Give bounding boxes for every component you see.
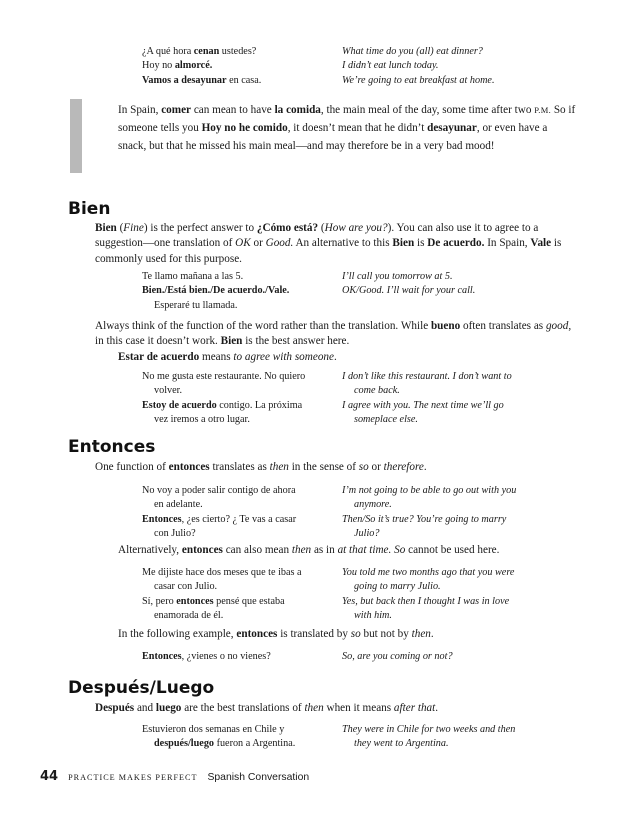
example-row: No me gusta este restaurante. No quiero I don’t like this restaurant. I don’t want to	[142, 371, 512, 382]
example-row: casar con Julio. going to marry Julio.	[154, 581, 441, 593]
bien-paragraph-1: Bien (Fine) is the perfect answer to ¿Cómo está? (How are you?). You can also use it to agree to a suggestion—one translation of OK or Good. An alternative to this Bien is De acuerdo. In Spain, Vale is commonly used for this purpose.	[95, 222, 562, 265]
example-block-bien-2	[142, 370, 582, 428]
example-row: No voy a poder salir contigo de ahora I’m not going to be able to go out with you	[142, 485, 517, 496]
example-row: después/luego fueron a Argentina. they went to Argentina.	[154, 738, 449, 750]
example-row: Vamos a desayunar en casa. We’re going to eat breakfast at home.	[142, 74, 495, 86]
example-block-bien-1	[142, 270, 582, 313]
note-box	[70, 99, 578, 173]
note-text: In Spain, comer can mean to have la comida, the main meal of the day, some time after two P.M. So if someone tells you Hoy no he comido, it doesn’t mean that he didn’t desayunar, or even have a snack, but that he missed his main meal—and may therefore be in a very bad mood!	[118, 104, 576, 153]
example-row: Estuvieron dos semanas en Chile y They were in Chile for two weeks and then	[142, 724, 516, 735]
page-number: 44	[40, 769, 59, 784]
example-row: con Julio? Julio?	[154, 528, 380, 540]
example-row: Entonces, ¿vienes o no vienes? So, are you coming or not?	[142, 651, 453, 662]
example-row: Me dijiste hace dos meses que te ibas a You told me two months ago that you were	[142, 567, 515, 578]
example-row: Esperaré tu llamada.	[154, 299, 238, 311]
heading-bien: Bien	[68, 199, 111, 219]
example-row: Sí, pero entonces pensé que estaba Yes, but back then I thought I was in love	[142, 595, 510, 607]
example-row: vez iremos a otro lugar. someplace else.	[154, 414, 418, 426]
entonces-paragraph-1: One function of entonces translates as then in the sense of so or therefore.	[95, 461, 427, 473]
example-row: Bien./Está bien./De acuerdo./Vale. OK/Good. I’ll wait for your call.	[142, 285, 476, 297]
example-row: enamorada de él. with him.	[154, 610, 392, 622]
example-row: ¿A qué hora cenan ustedes? What time do you (all) eat dinner?	[142, 46, 483, 57]
example-block-despues	[142, 723, 582, 752]
example-block-entonces-1	[142, 484, 582, 542]
book-title: Spanish Conversation	[207, 772, 310, 783]
series-title: PRACTICE MAKES PERFECT	[68, 773, 198, 782]
example-block-entonces-3	[142, 650, 582, 664]
bien-paragraph-2: Always think of the function of the word rather than the translation. While bueno often translates as good, in this case it doesn’t work. Bien is the best answer here.	[95, 320, 572, 348]
example-row: Entonces, ¿es cierto? ¿ Te vas a casar Then/So it’s true? You’re going to marry	[142, 513, 507, 525]
bien-paragraph-3: Estar de acuerdo means to agree with someone.	[118, 351, 337, 363]
example-row: Estoy de acuerdo contigo. La próxima I agree with you. The next time we’ll go	[142, 399, 504, 411]
heading-despues-luego: Después/Luego	[68, 678, 215, 698]
example-block-entonces-2	[142, 566, 582, 624]
heading-entonces: Entonces	[68, 437, 156, 457]
example-row: Hoy no almorcé. I didn’t eat lunch today.	[142, 60, 439, 72]
entonces-paragraph-3: In the following example, entonces is translated by so but not by then.	[118, 628, 434, 640]
example-block-top	[142, 45, 582, 88]
example-row: Te llamo mañana a las 5. I’ll call you tomorrow at 5.	[142, 271, 453, 282]
note-bar	[70, 99, 82, 173]
example-row: en adelante. anymore.	[154, 499, 392, 511]
example-row: volver. come back.	[154, 385, 400, 397]
despues-paragraph-1: Después and luego are the best translations of then when it means after that.	[95, 702, 439, 714]
page-footer	[40, 769, 309, 785]
entonces-paragraph-2: Alternatively, entonces can also mean then as in at that time. So cannot be used here.	[118, 544, 500, 556]
